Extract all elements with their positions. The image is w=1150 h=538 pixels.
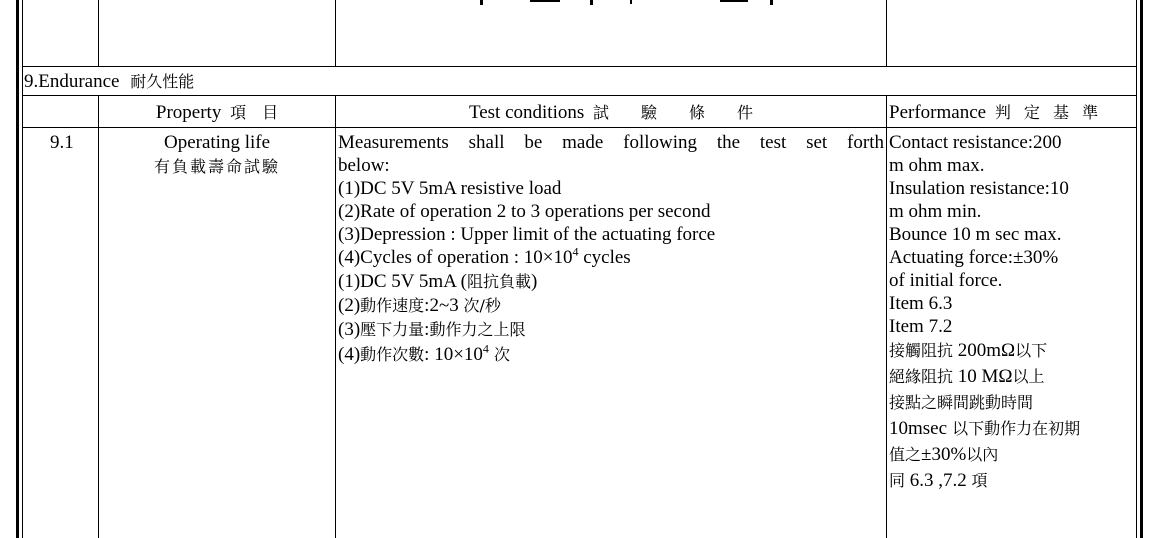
outer-border-right-2 [1140,0,1143,538]
item-number: 9.1 [50,132,74,153]
perf-line: Contact resistance:200 [889,132,1062,153]
perf-line: Bounce 10 m sec max. [889,224,1062,245]
perf-line: Item 6.3 [889,293,953,314]
perf-line: Item 7.2 [889,316,953,337]
perf-line: of initial force. [889,270,1003,291]
performance-cell [889,131,1136,494]
perf-line-cn: 絕緣阻抗 10 MΩ以上 [889,366,1045,387]
perf-line-cn: 10msec 以下動作力在初期 [889,418,1081,439]
perf-line: Actuating force:±30% [889,247,1059,268]
outer-border-left-2 [22,0,23,538]
test-line: (1)DC 5V 5mA (阻抗負載) [338,271,538,292]
cropped-text-fragment [470,0,810,6]
top-col-line-1 [98,0,99,66]
test-line: (4)Cycles of operation : $10\times 10^4$ cycles [338,244,631,268]
header-test-conditions: Test conditions 試 驗 條 件 [468,102,754,123]
row-line-header-top [22,95,1137,96]
perf-line-cn: 同 6.3 ,7.2 項 [889,470,988,491]
top-col-line-3 [886,0,887,66]
row-line-section-top [22,66,1137,67]
perf-line-cn: 值之±30%以內 [889,444,999,465]
col-line-2 [335,95,336,538]
test-line: below: [338,155,390,176]
outer-border-right-1 [1136,0,1137,538]
section-title-cn: 耐久性能 [130,72,195,91]
perf-line: m ohm min. [889,201,982,222]
test-conditions-cell [338,131,884,368]
test-line: (3)Depression : Upper limit of the actuating force [338,224,716,245]
property-name-cn: 有負載壽命試驗 [153,157,280,176]
test-line: (3)壓下力量:動作力之上限 [338,319,526,340]
perf-line-cn: 接觸阻抗 200mΩ以下 [889,340,1048,361]
test-line: (2)Rate of operation 2 to 3 operations per second [338,201,711,222]
col-line-3 [886,95,887,538]
perf-line: Insulation resistance:10 [889,178,1069,199]
outer-border-left-1 [16,0,19,538]
header-performance: Performance 判 定 基 準 [889,102,1103,123]
row-line-header-bottom [22,127,1137,128]
top-col-line-2 [335,0,336,66]
test-line: (4)動作次數: $10\times 10^4$ 次 [338,341,511,365]
property-name-en: Operating life [163,132,271,153]
test-line: (2)動作速度:2~3 次/秒 [338,295,501,316]
header-property: Property 項 目 [155,102,279,123]
perf-line: m ohm max. [889,155,985,176]
section-number-title: 9.Endurance [24,71,120,92]
test-line: Measurements shall be made following the test set forth [338,132,884,153]
section-title [24,70,194,93]
perf-line-cn: 接點之瞬間跳動時間 [889,393,1034,412]
test-line: (1)DC 5V 5mA resistive load [338,178,562,199]
